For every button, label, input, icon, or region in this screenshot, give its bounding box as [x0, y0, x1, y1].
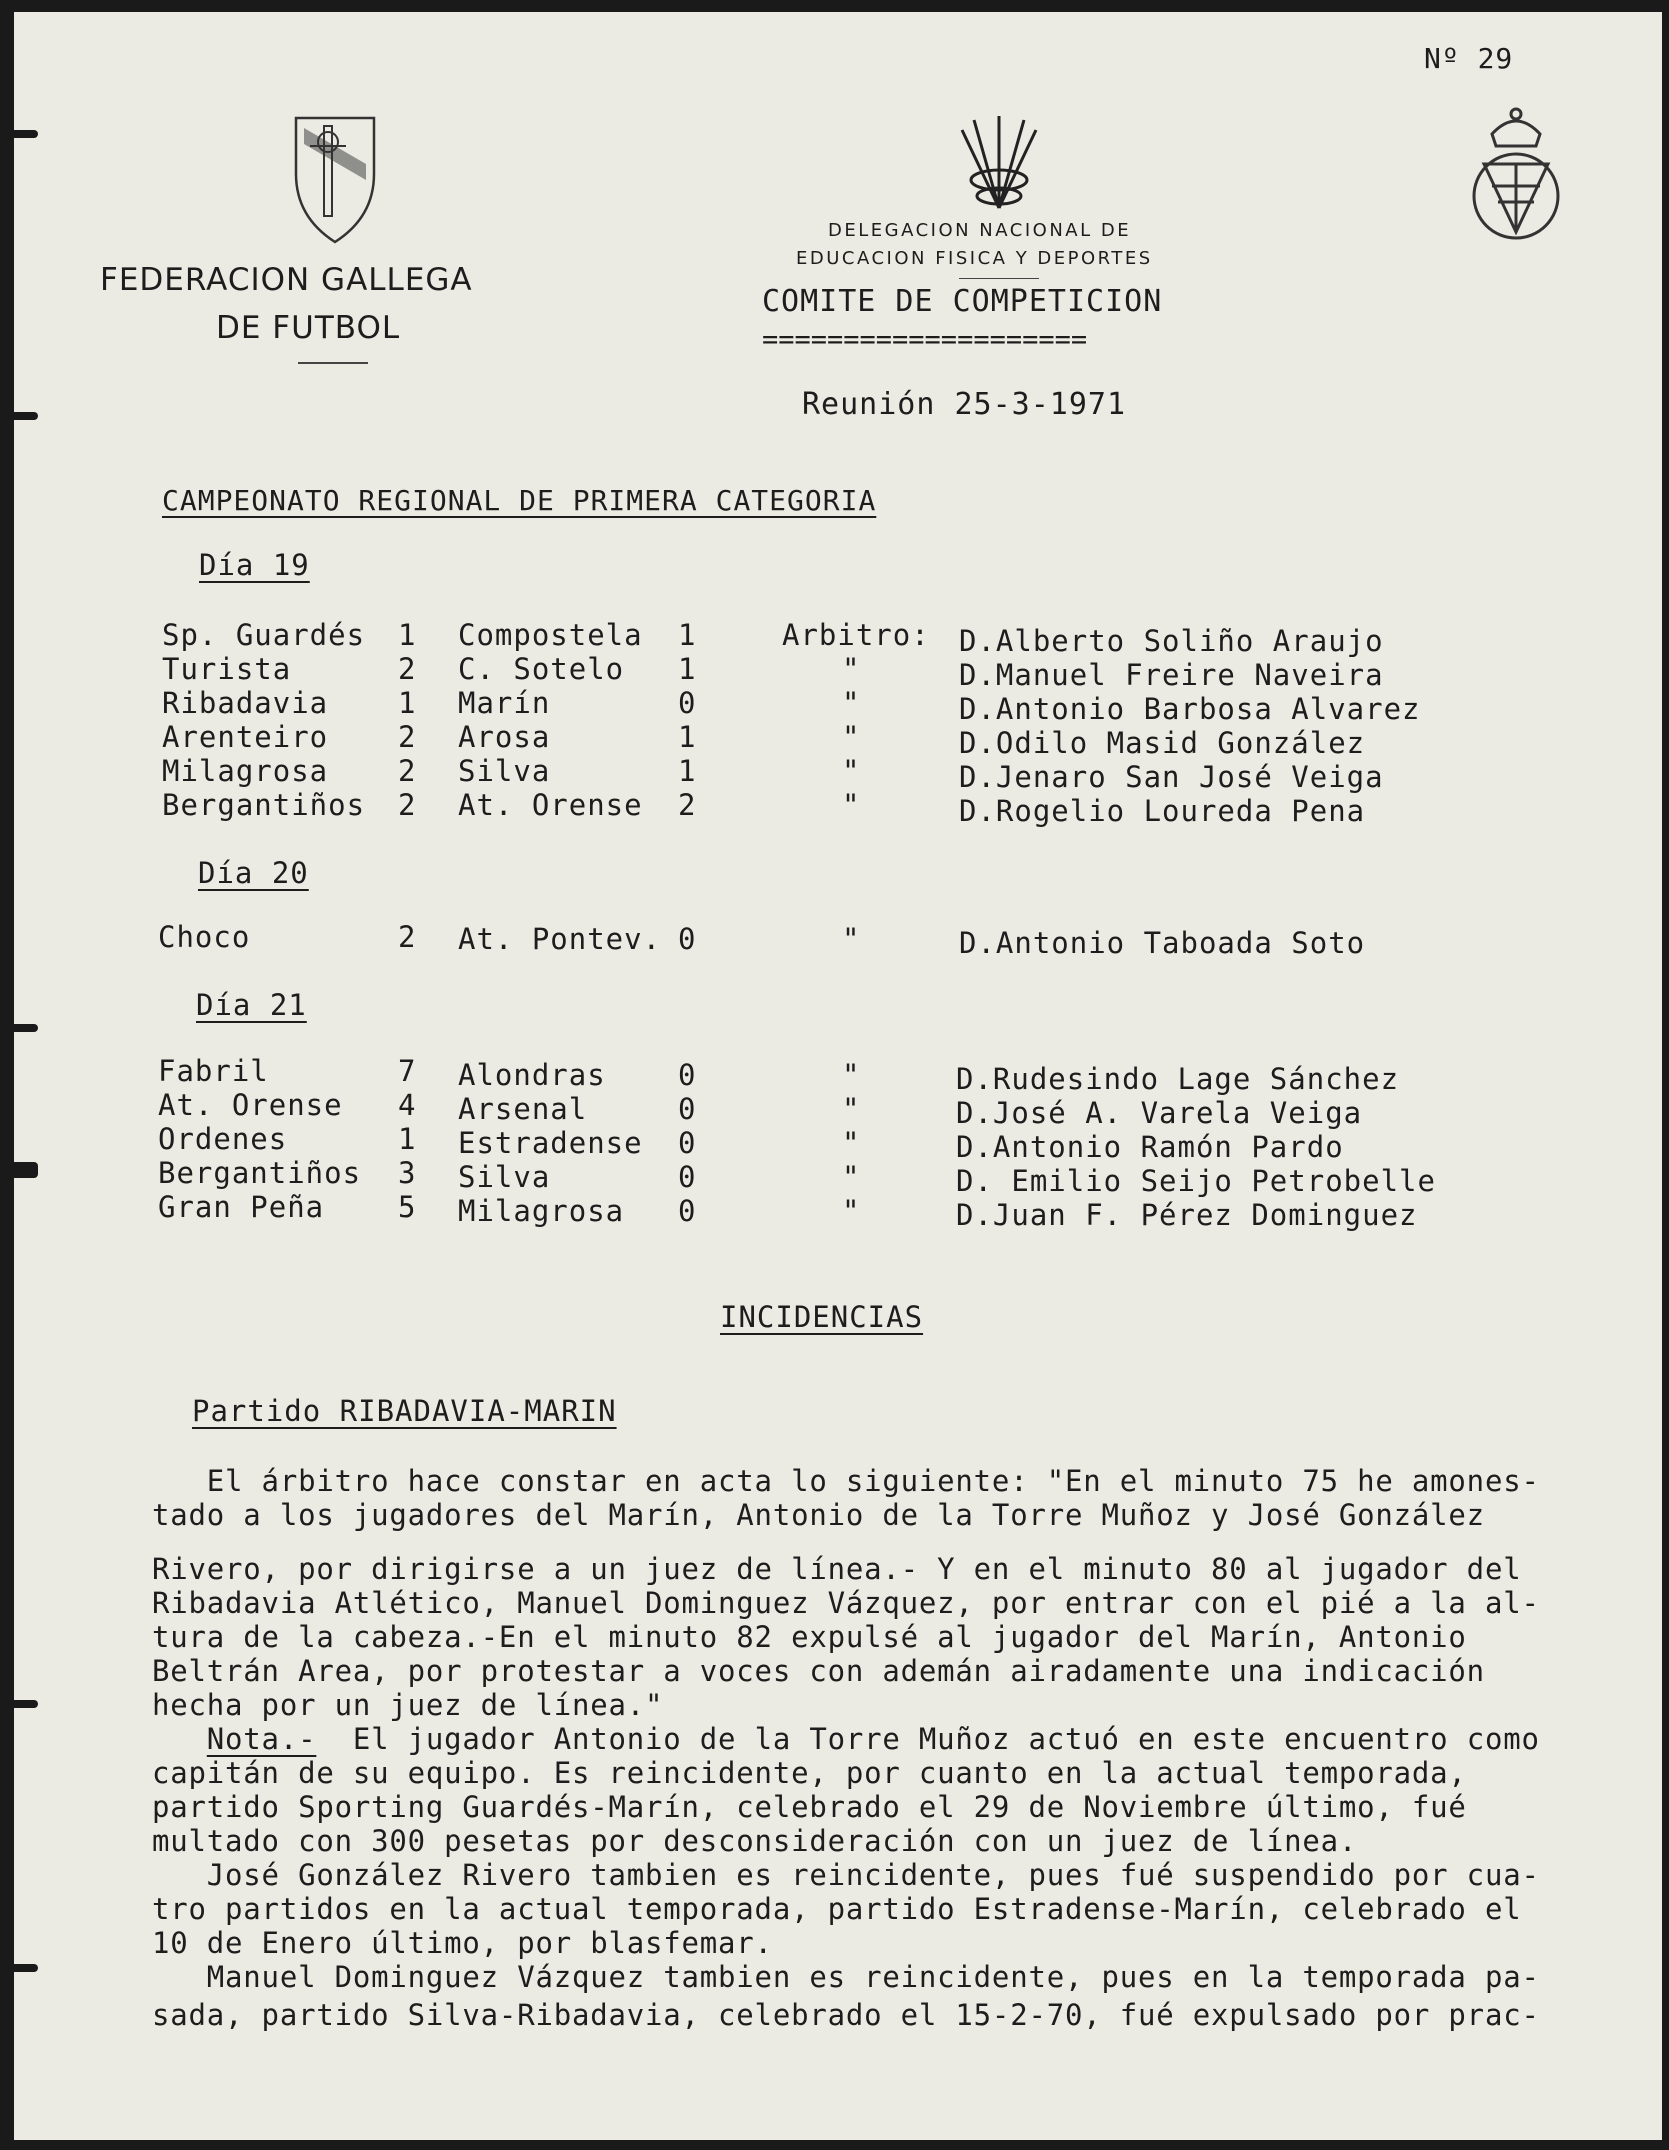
referee-label: " — [842, 788, 861, 822]
delegation-line2: EDUCACION FISICA Y DEPORTES — [796, 248, 1153, 269]
away-score: 0 — [678, 1092, 697, 1126]
home-score: 2 — [398, 788, 417, 822]
referee-name: D.Alberto Soliño Araujo — [959, 624, 1384, 658]
home-team: Ordenes — [158, 1122, 288, 1156]
away-team: At. Orense — [458, 788, 643, 822]
home-score: 2 — [398, 754, 417, 788]
away-team: Milagrosa — [458, 1194, 625, 1228]
home-team: Bergantiños — [158, 1156, 362, 1190]
paragraph-line: sada, partido Silva-Ribadavia, celebrado el 15-2-70, fué expulsado por prac- — [152, 1998, 1540, 2032]
away-score: 2 — [678, 788, 697, 822]
committee-title: COMITE DE COMPETICION — [762, 284, 1163, 319]
away-team: Silva — [458, 1160, 551, 1194]
punch-hole — [14, 1024, 38, 1032]
federation-divider — [298, 362, 368, 364]
home-score: 4 — [398, 1088, 417, 1122]
note-text: El jugador Antonio de la Torre Muñoz actuó en este encuentro como — [316, 1722, 1540, 1756]
paragraph-line: capitán de su equipo. Es reincidente, por cuanto en la actual temporada, — [152, 1756, 1467, 1790]
paragraph-line: Ribadavia Atlético, Manuel Dominguez Vázquez, por entrar con el pié a la al- — [152, 1586, 1540, 1620]
referee-name: D.Antonio Taboada Soto — [959, 926, 1366, 960]
home-team: Fabril — [158, 1054, 269, 1088]
note-line — [152, 1722, 1540, 1756]
home-score: 5 — [398, 1190, 417, 1224]
home-team: Choco — [158, 920, 251, 954]
home-score: 1 — [398, 1122, 417, 1156]
incidents-title: INCIDENCIAS — [720, 1300, 924, 1334]
document-number: Nº 29 — [1424, 42, 1514, 75]
away-score: 0 — [678, 1194, 697, 1228]
referee-name: D.Manuel Freire Naveira — [959, 658, 1384, 692]
home-team: Milagrosa — [162, 754, 329, 788]
home-score: 1 — [398, 618, 417, 652]
punch-hole — [14, 1964, 38, 1972]
referee-name: D.Rogelio Loureda Pena — [959, 794, 1366, 828]
paragraph-line: Rivero, por dirigirse a un juez de línea.- Y en el minuto 80 al jugador del — [152, 1552, 1522, 1586]
paragraph-line: 10 de Enero último, por blasfemar. — [152, 1926, 773, 1960]
punch-hole — [14, 1700, 38, 1708]
referee-name: D. Emilio Seijo Petrobelle — [956, 1164, 1436, 1198]
home-team: Ribadavia — [162, 686, 329, 720]
federation-name-line1: FEDERACION GALLEGA — [100, 262, 473, 298]
away-score: 1 — [678, 652, 697, 686]
paragraph-line: Beltrán Area, por protestar a voces con ademán airadamente una indicación — [152, 1654, 1485, 1688]
home-team: Arenteiro — [162, 720, 329, 754]
punch-hole — [14, 130, 38, 138]
section-title: CAMPEONATO REGIONAL DE PRIMERA CATEGORIA — [162, 484, 877, 517]
referee-label: " — [842, 1126, 861, 1160]
away-score: 0 — [678, 686, 697, 720]
away-team: Silva — [458, 754, 551, 788]
referee-label: " — [842, 1092, 861, 1126]
referee-label: " — [842, 1194, 861, 1228]
document-page — [14, 12, 1662, 2140]
punch-hole — [14, 412, 38, 420]
home-score: 2 — [398, 652, 417, 686]
away-score: 1 — [678, 720, 697, 754]
delegation-line1: DELEGACION NACIONAL DE — [828, 220, 1132, 241]
home-team: Bergantiños — [162, 788, 366, 822]
referee-name: D.Antonio Barbosa Alvarez — [959, 692, 1421, 726]
paragraph-line: partido Sporting Guardés-Marín, celebrado el 29 de Noviembre último, fué — [152, 1790, 1467, 1824]
home-team: Gran Peña — [158, 1190, 325, 1224]
home-score: 2 — [398, 920, 417, 954]
away-score: 1 — [678, 618, 697, 652]
day-heading: Día 21 — [196, 988, 307, 1022]
federation-shield-icon — [290, 112, 380, 247]
away-team: At. Pontev. — [458, 922, 662, 956]
note-label: Nota.- — [206, 1722, 317, 1756]
committee-title-rule: ==================== — [762, 324, 1088, 355]
away-team: Estradense — [458, 1126, 643, 1160]
paragraph-line: Manuel Dominguez Vázquez tambien es reincidente, pues en la temporada pa- — [152, 1960, 1540, 1994]
paragraph-line: José González Rivero tambien es reincidente, pues fué suspendido por cua- — [152, 1858, 1540, 1892]
paragraph-line: tado a los jugadores del Marín, Antonio de la Torre Muñoz y José González — [152, 1498, 1485, 1532]
referee-name: D.Odilo Masid González — [959, 726, 1366, 760]
referee-label: " — [842, 922, 861, 956]
day-heading: Día 19 — [199, 548, 310, 582]
referee-label: " — [842, 686, 861, 720]
referee-name: D.Antonio Ramón Pardo — [956, 1130, 1344, 1164]
referee-label: Arbitro: — [782, 618, 930, 652]
home-score: 2 — [398, 720, 417, 754]
referee-label: " — [842, 720, 861, 754]
referee-label: " — [842, 1058, 861, 1092]
referee-name: D.Juan F. Pérez Dominguez — [956, 1198, 1418, 1232]
home-team: Turista — [162, 652, 292, 686]
paragraph-line: multado con 300 pesetas por desconsideración con un juez de línea. — [152, 1824, 1358, 1858]
paragraph-line: hecha por un juez de línea." — [152, 1688, 664, 1722]
referee-name: D.Jenaro San José Veiga — [959, 760, 1384, 794]
referee-label: " — [842, 652, 861, 686]
referee-label: " — [842, 1160, 861, 1194]
yoke-arrows-emblem-icon — [954, 108, 1044, 218]
away-score: 0 — [678, 1160, 697, 1194]
punch-hole — [14, 1162, 38, 1178]
referee-label: " — [842, 754, 861, 788]
home-score: 1 — [398, 686, 417, 720]
away-score: 0 — [678, 1126, 697, 1160]
referee-name: D.Rudesindo Lage Sánchez — [956, 1062, 1400, 1096]
referee-name: D.José A. Varela Veiga — [956, 1096, 1363, 1130]
home-team: Sp. Guardés — [162, 618, 366, 652]
match-heading: Partido RIBADAVIA-MARIN — [192, 1394, 617, 1428]
away-score: 1 — [678, 754, 697, 788]
away-team: Arsenal — [458, 1092, 588, 1126]
away-team: C. Sotelo — [458, 652, 625, 686]
paragraph-line: tura de la cabeza.-En el minuto 82 expulsé al jugador del Marín, Antonio — [152, 1620, 1467, 1654]
away-team: Alondras — [458, 1058, 606, 1092]
away-score: 0 — [678, 1058, 697, 1092]
meeting-date: Reunión 25-3-1971 — [802, 387, 1127, 422]
home-score: 3 — [398, 1156, 417, 1190]
paragraph-line: tro partidos en la actual temporada, partido Estradense-Marín, celebrado el — [152, 1892, 1522, 1926]
federation-name-line2: DE FUTBOL — [216, 310, 401, 346]
home-score: 7 — [398, 1054, 417, 1088]
crowned-crest-icon — [1462, 100, 1570, 250]
away-score: 0 — [678, 922, 697, 956]
away-team: Arosa — [458, 720, 551, 754]
away-team: Marín — [458, 686, 551, 720]
delegation-divider — [959, 278, 1039, 279]
away-team: Compostela — [458, 618, 643, 652]
paragraph-line: El árbitro hace constar en acta lo siguiente: "En el minuto 75 he amones- — [152, 1464, 1540, 1498]
day-heading: Día 20 — [198, 856, 309, 890]
home-team: At. Orense — [158, 1088, 343, 1122]
